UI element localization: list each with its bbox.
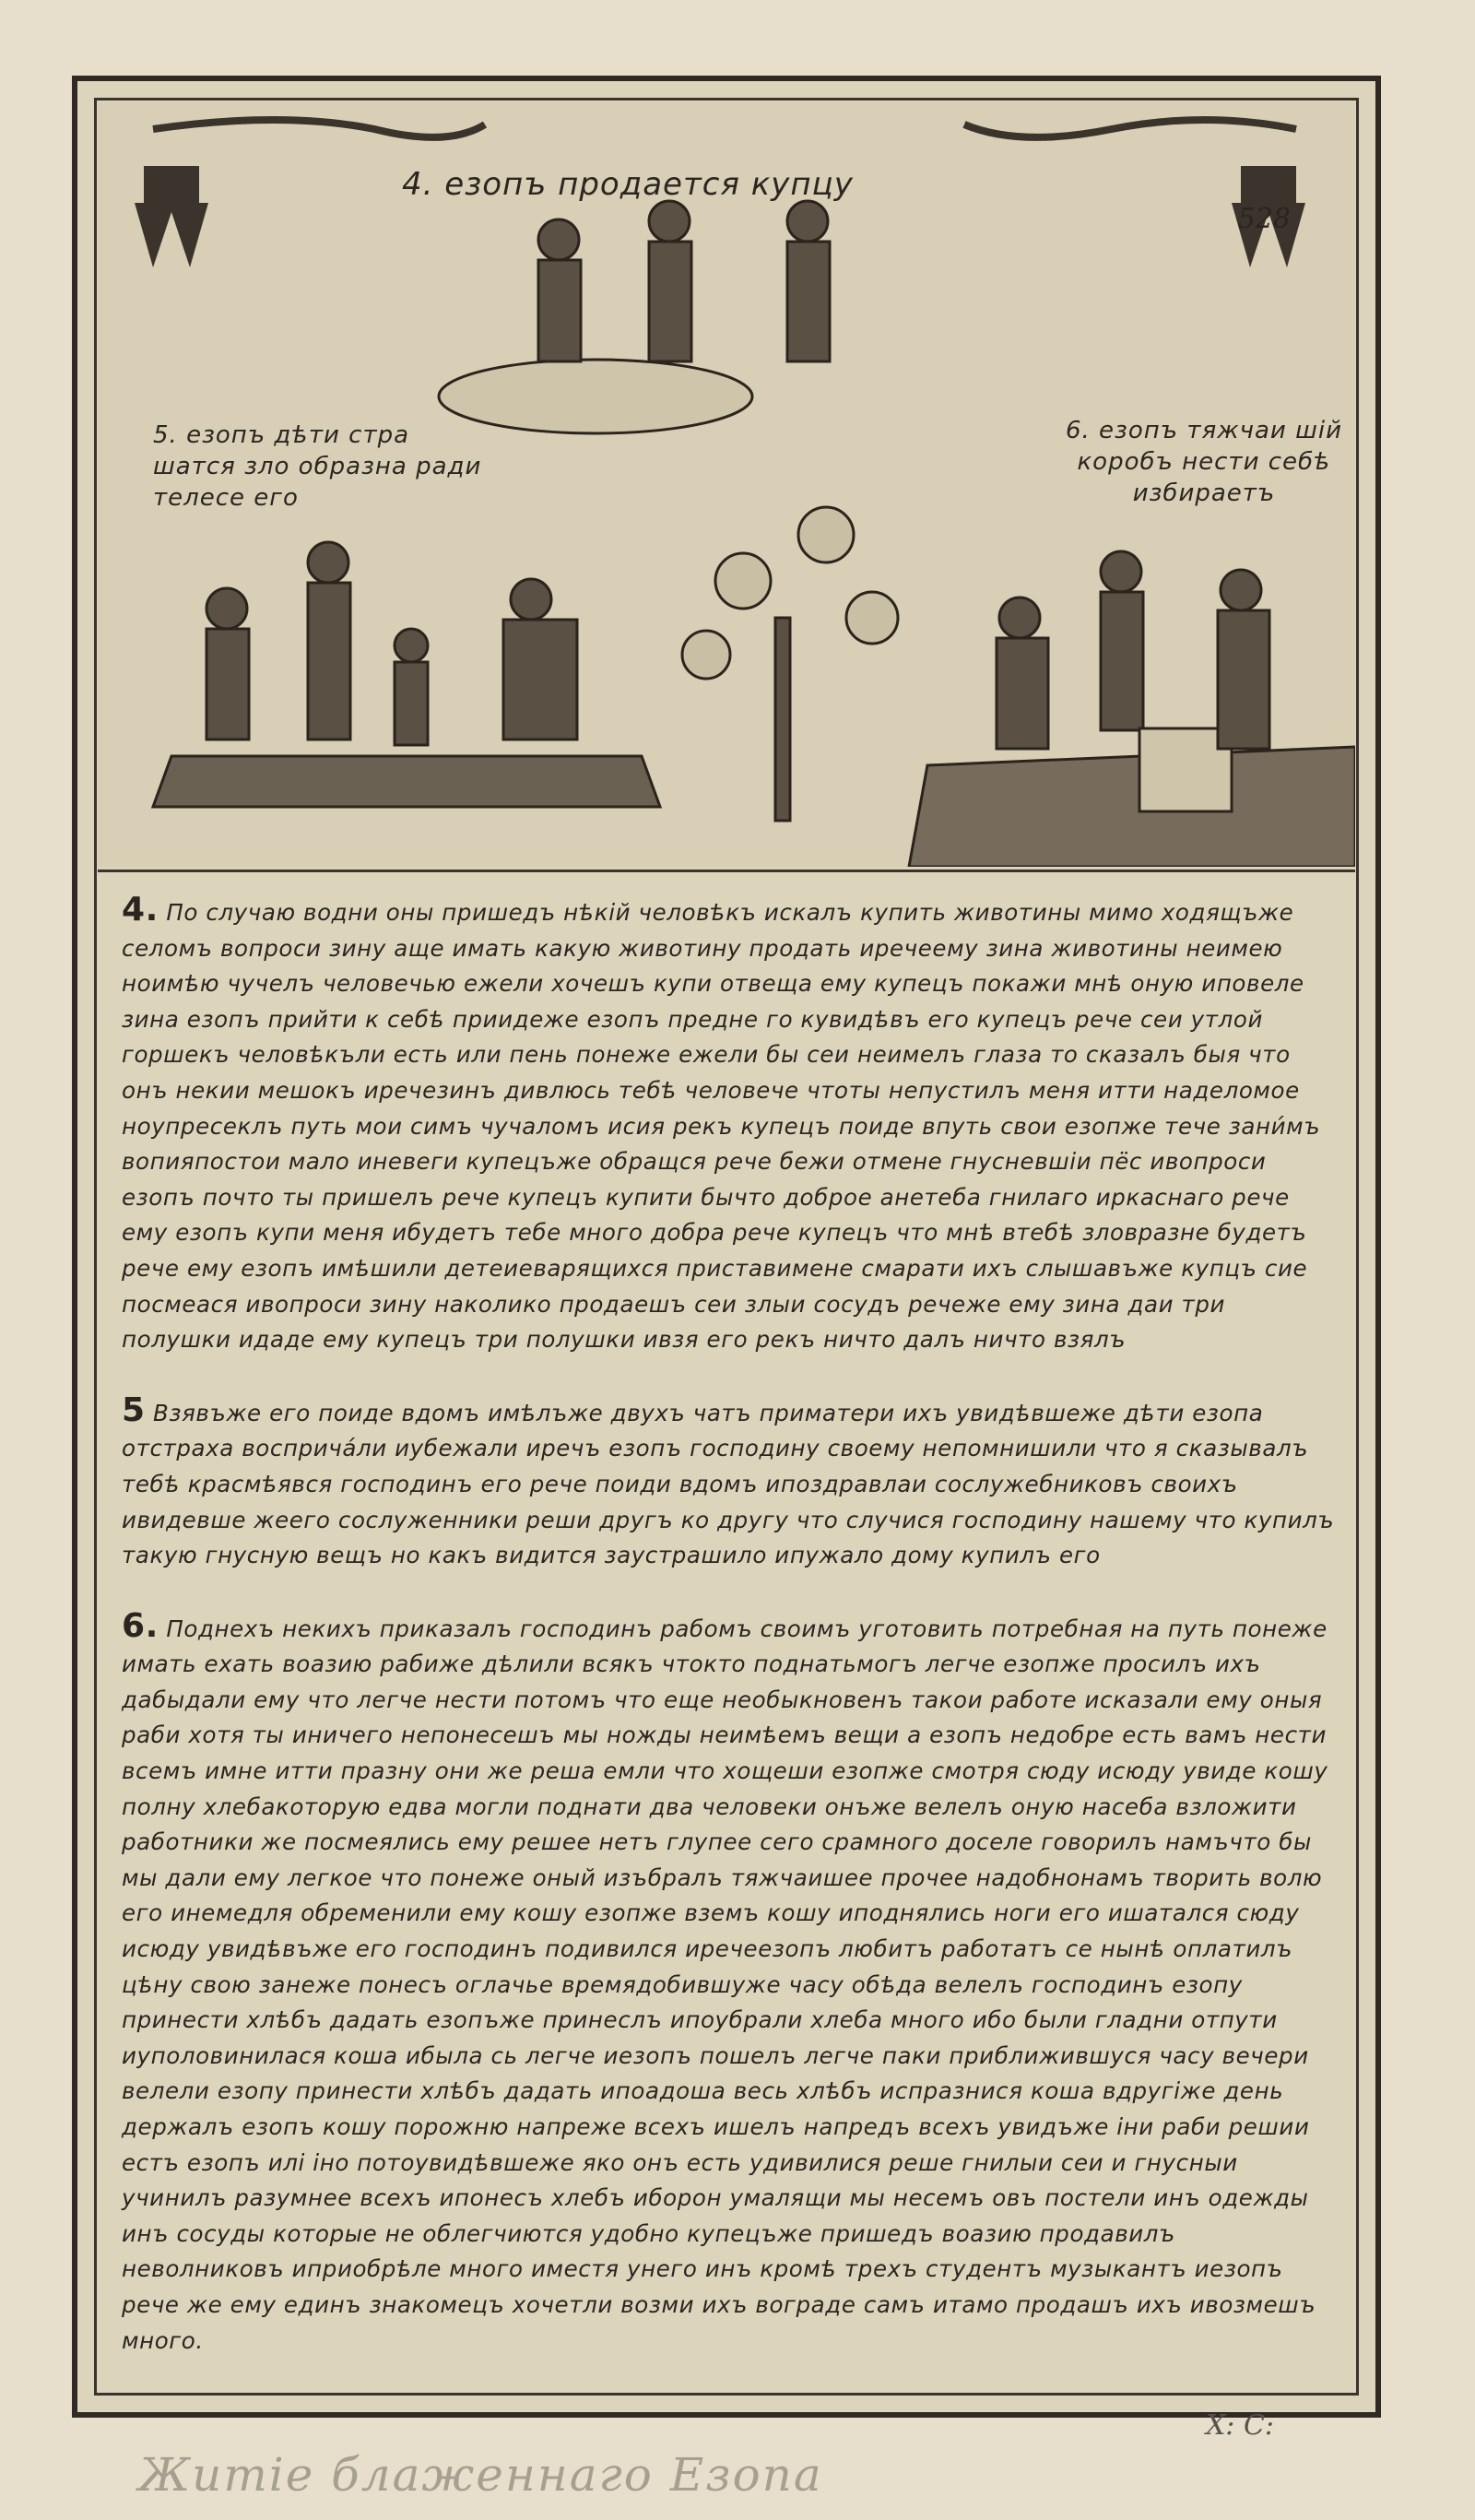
paragraph-6 [122, 1606, 1339, 2359]
plate-sheet [72, 76, 1381, 2442]
narrative-text [122, 893, 1339, 2394]
paragraph-4-text: По случаю водни оны пришедъ нѣкій человѣкъ искалъ купить животины мимо ходящъже селомъ вопроси зину аще имать какую животину продать иречеему зина животины неимею ноимѣю чучелъ человечью ежели хочешъ купи отвеща ему купецъ покажи мнѣ оную иповеле зина езопъ прийти к себѣ приидеже езопъ предне го кувидѣвъ его купецъ рече сеи утлой горшекъ человѣкъли есть или пень понеже ежели бы сеи неимелъ глаза то сказалъ быя что онъ некии мешокъ иречезинъ дивлюсь тебѣ человече чтоты непустилъ меня итти наделомое ноупресеклъ путь мои симъ чучаломъ исия рекъ купецъ поиде впуть свои езопже тече зани́мъ вопияпостои мало иневеги купецъже обращся рече бежи отмене гнусневшіи пёс ивопроси езопъ почто ты пришелъ рече купецъ купити бычто доброе анетеба гнилаго иркаснаго рече ему езопъ купи меня ибудетъ тебе много добра рече купецъ что мнѣ втебѣ зловразне будетъ рече ему езопъ имѣшили детеиеварящихся приставимене смарати ихъ слышавъже купцъ сие посмеася ивопроси зину наколико продаешъ сеи злыи сосудъ речеже ему зина даи три полушки идаде ему купецъ три полушки ивзя его рекъ ничто далъ ничто взялъ [122, 899, 1321, 1354]
scene-6-figures [909, 551, 1355, 867]
paragraph-6-number: 6. [122, 1606, 159, 1645]
scene-4-figures [439, 201, 830, 433]
engraving-illustration [98, 101, 1355, 867]
garland-right [964, 120, 1296, 137]
paragraph-6-text: Поднехъ некихъ приказалъ господинъ рабомъ своимъ уготовить потребная на путь понеже имать ехать воазию рабиже дѣлили всякъ чтокто поднатьмогъ легче езопже просилъ ихъ дабыдали ему что легче нести потомъ что еще необыкновенъ такои работе исказали ему оныя раби хотя ты иничего непонесешъ мы ножды неимѣемъ вещи а езопъ недобре есть вамъ нести всемъ имне итти празну они же реша емли что хощеши езопже смотря сюду исюду увиде кошу полну хлебакоторую едва могли поднати два человеки онъже велелъ оную насеба взложити работники же посмеялись ему решее нетъ глупее сего срамного доселе говорилъ намъчто бы мы дали ему легкое что понеже оный изъбралъ тяжчаишее прочее надобнонамъ творить волю его инемедля обременили ему кошу езопже вземъ кошу иподнялись ноги его ишатался сюду исюду увидѣвъже его господинъ подивился иречеезопъ любитъ работатъ се нынѣ оплатилъ цѣну свою занеже понесъ оглачье времядобившуже часу обѣда велелъ господинъ езопу принести хлѣбъ дадать езопъже принеслъ ипоубрали хлеба много ибо были гладни отпути иуполовинилася коша ибыла сь легче иезопъ пошелъ легче паки приближившуся часу вечери велели езопу принести хлѣбъ дадать ипоадоша весь хлѣбъ испразнися коша вдругіже день держалъ езопъ кошу порожню напреже всехъ ишелъ напредъ всехъ увидъже іни раби решии естъ езопъ илі іно потоувидѣвшеже яко онъ есть удивилися реше гнилыи сеи и гнусныи учинилъ разумнее всехъ ипонесъ хлебъ иборон умалящи мы несемъ овъ постели инъ одежды инъ сосуды которые не облегчиются удобно купецъже пришедъ воазию продавилъ неволниковъ иприобрѣле много иместя унего инъ кромѣ трехъ студентъ музыкантъ иезопъ рече же ему единъ знакомецъ хочетли возми ихъ вограде самъ итамо продашъ ихъ ивозмешъ много. [122, 1615, 1328, 2354]
bottom-handwritten-note: Житіе блаженнаго Езопа [138, 2448, 823, 2502]
paragraph-5-number: 5 [122, 1390, 146, 1429]
tail-mark: Х: С: [1205, 2409, 1274, 2442]
scene-5-figures [153, 542, 660, 807]
paragraph-4-number: 4. [122, 891, 159, 929]
folio-number: 528 [1237, 203, 1291, 235]
garland-left [153, 120, 485, 137]
tree-illustration [682, 507, 898, 821]
paragraph-5-text: Взявъже его поиде вдомъ имѣлъже двухъ чатъ приматери ихъ увидѣвшеже дѣти езопа отстраха восприча́ли иубежали иречъ езопъ господину своему непомнишили что я сказывалъ тебѣ красмѣявся господинъ его рече поиди вдомъ ипоздравлаи сослужебниковъ своихъ ивидевше жеего сослуженники реши другъ ко другу что случися господину нашему что купилъ такую гнусную вещъ но какъ видится заустрашило ипужало дому купилъ его [122, 1399, 1335, 1569]
paragraph-5 [122, 1390, 1339, 1574]
tassel-left-icon [135, 166, 208, 267]
section-divider [98, 870, 1355, 872]
caption-scene-4: 4. езопъ продается купцу [402, 166, 854, 203]
paragraph-4 [122, 893, 1339, 1358]
caption-scene-6: 6. езопъ тяжчаи шій коробъ нести себѣ избираетъ [1065, 417, 1342, 507]
caption-scene-5: 5. езопъ дѣти стра шатся зло образна ради телесе его [153, 421, 482, 512]
